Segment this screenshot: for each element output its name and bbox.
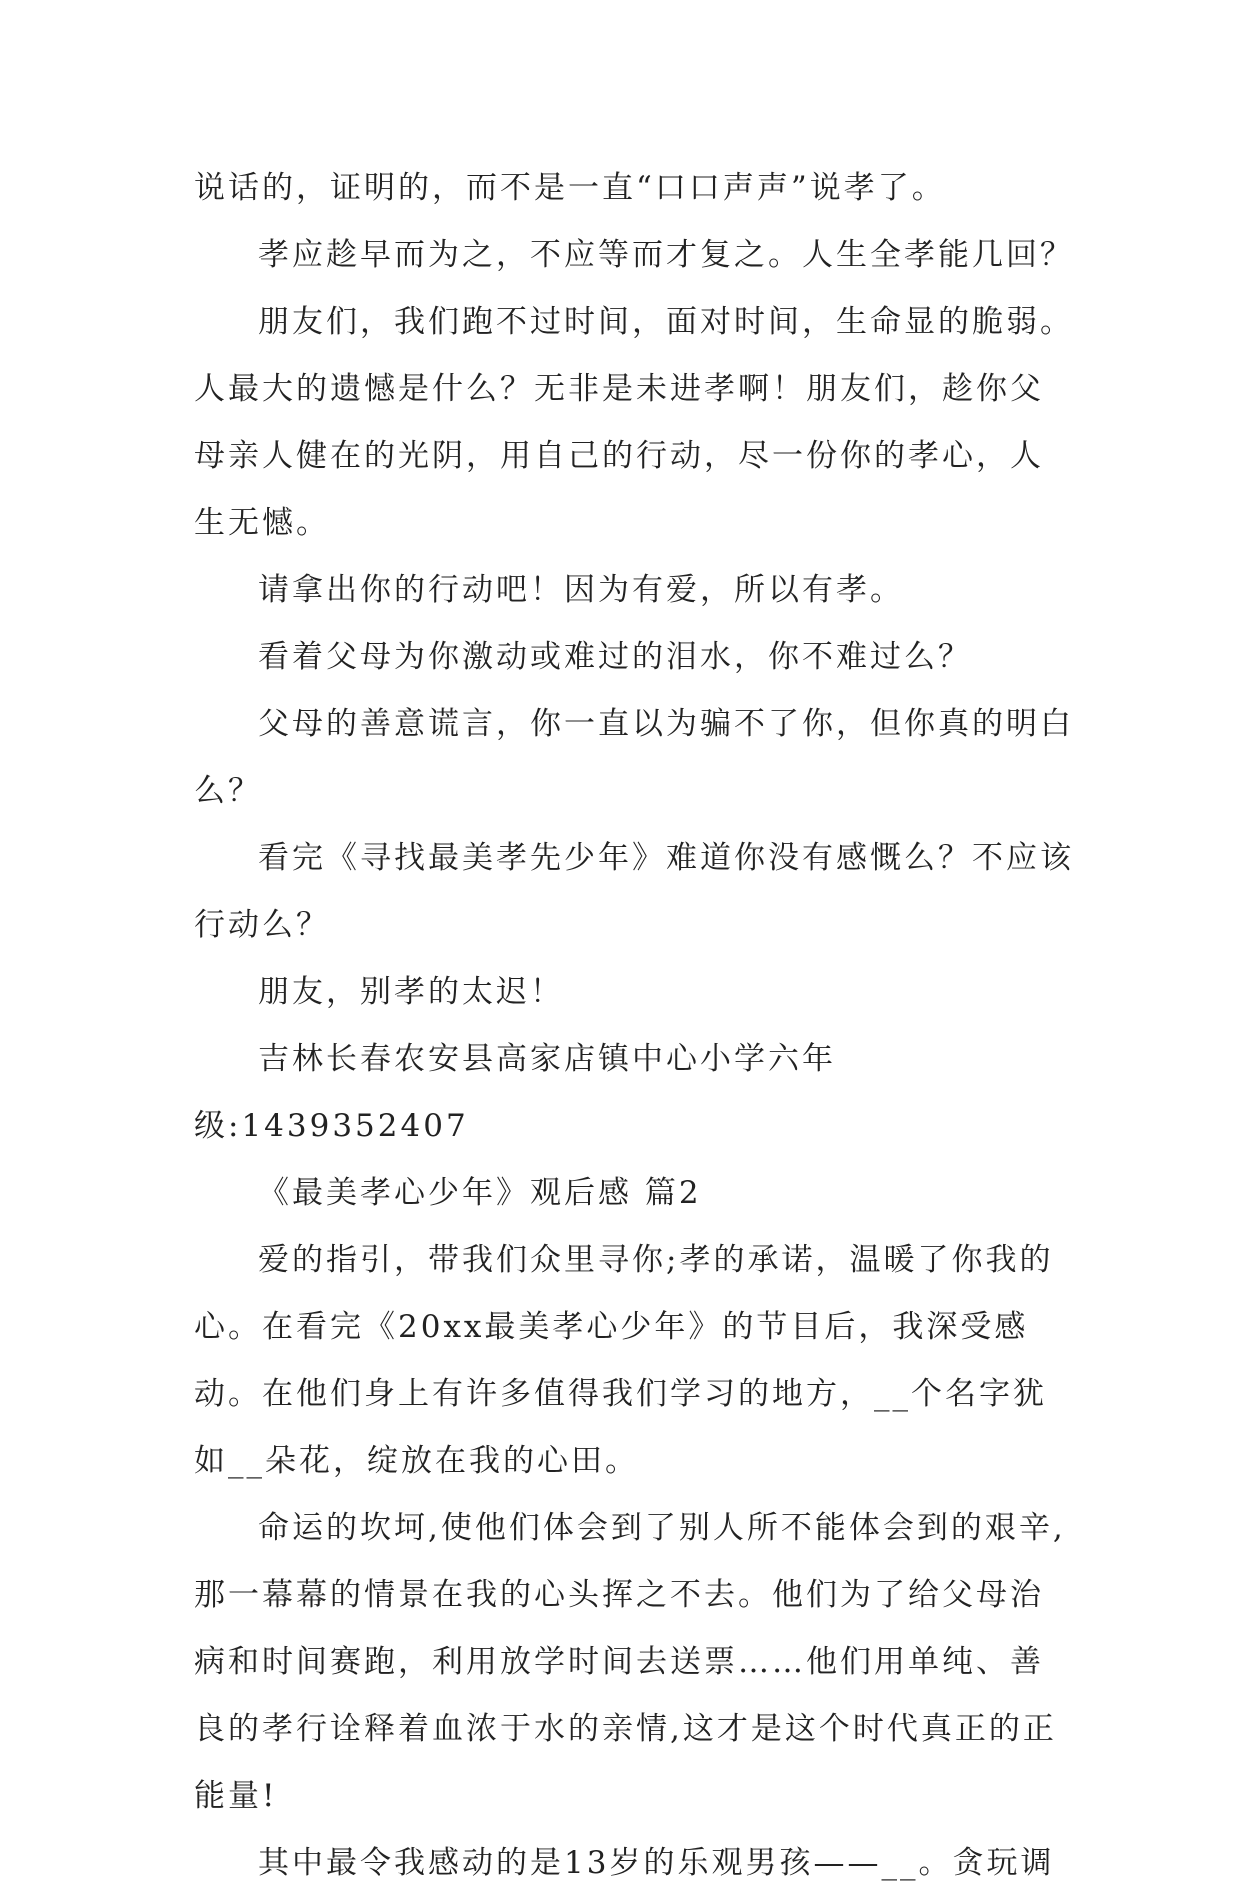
paragraph-6: 父母的善意谎言，你一直以为骗不了你，但你真的明白么？ <box>194 706 1074 809</box>
section-title: 《最美孝心少年》观后感 篇2 <box>258 1175 702 1211</box>
author-line: 吉林长春农安县高家店镇中心小学六年级:1439352407 <box>194 1041 836 1144</box>
paragraph-1: 说话的，证明的，而不是一直“口口声声”说孝了。 <box>194 170 946 206</box>
paragraph-8: 朋友，别孝的太迟！ <box>258 974 564 1010</box>
document-body <box>194 155 1074 1897</box>
paragraph-13: 其中最令我感动的是13岁的乐观男孩——__。贪玩调 <box>258 1845 1055 1881</box>
paragraph-7: 看完《寻找最美孝先少年》难道你没有感慨么？不应该行动么？ <box>194 840 1074 943</box>
paragraph-4: 请拿出你的行动吧！因为有爱，所以有孝。 <box>258 572 904 608</box>
paragraph-11: 爱的指引，带我们众里寻你;孝的承诺，温暖了你我的心。在看完《20xx最美孝心少年》的节目后，我深受感动。在他们身上有许多值得我们学习的地方，__个名字犹如__朵花，绽放在我的心田。 <box>194 1242 1054 1479</box>
paragraph-12: 命运的坎坷,使他们体会到了别人所不能体会到的艰辛,那一幕幕的情景在我的心头挥之不去。他们为了给父母治病和时间赛跑，利用放学时间去送票……他们用单纯、善良的孝行诠释着血浓于水的亲情,这才是这个时代真正的正能量! <box>194 1510 1066 1814</box>
paragraph-3: 朋友们，我们跑不过时间，面对时间，生命显的脆弱。人最大的遗憾是什么？无非是未进孝啊！朋友们，趁你父母亲人健在的光阴，用自己的行动，尽一份你的孝心，人生无憾。 <box>194 304 1074 541</box>
paragraph-2: 孝应趁早而为之，不应等而才复之。人生全孝能几回？ <box>258 237 1074 273</box>
paragraph-5: 看着父母为你激动或难过的泪水，你不难过么？ <box>258 639 972 675</box>
